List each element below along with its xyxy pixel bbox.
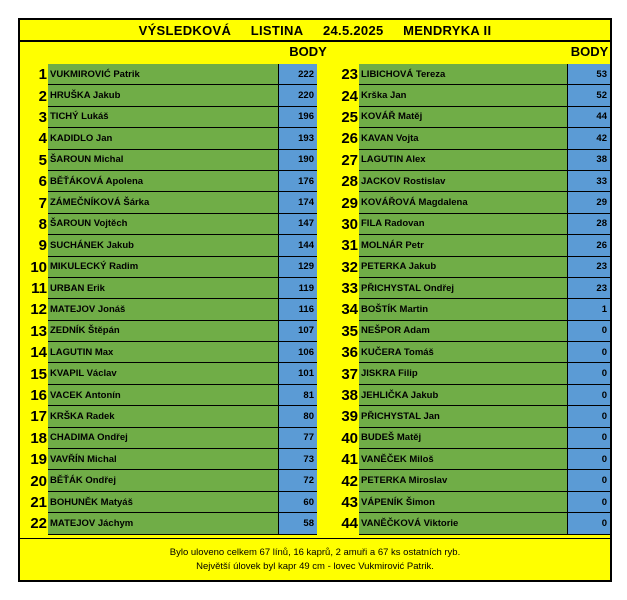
score-points: 116 <box>279 299 317 320</box>
result-row <box>335 513 610 534</box>
rank-number: 29 <box>335 192 359 213</box>
rank-number: 44 <box>335 513 359 534</box>
rank-number: 32 <box>335 257 359 278</box>
rank-number: 42 <box>335 470 359 491</box>
score-points: 23 <box>568 278 610 299</box>
rank-number: 38 <box>335 385 359 406</box>
result-row <box>24 342 317 363</box>
result-row <box>335 321 610 342</box>
rank-number: 10 <box>24 257 48 278</box>
competitor-name: NEŠPOR Adam <box>359 321 568 342</box>
competitor-name: BOHUNĚK Matyáš <box>48 492 279 513</box>
competitor-name: FILA Radovan <box>359 214 568 235</box>
result-row <box>335 492 610 513</box>
result-row <box>24 235 317 256</box>
competitor-name: MOLNÁR Petr <box>359 235 568 256</box>
competitor-name: BĚŤÁKOVÁ Apolena <box>48 171 279 192</box>
result-row <box>335 192 610 213</box>
competitor-name: VUKMIROVIĆ Patrik <box>48 64 279 85</box>
results-column-left <box>24 64 317 535</box>
competitor-name: LAGUTIN Max <box>48 342 279 363</box>
result-row <box>24 428 317 449</box>
result-row <box>24 150 317 171</box>
rank-number: 31 <box>335 235 359 256</box>
rank-number: 28 <box>335 171 359 192</box>
rank-number: 22 <box>24 513 48 534</box>
score-points: 174 <box>279 192 317 213</box>
competitor-name: PETERKA Miroslav <box>359 470 568 491</box>
rank-number: 39 <box>335 406 359 427</box>
rank-number: 4 <box>24 128 48 149</box>
competitor-name: VANĚČEK Miloš <box>359 449 568 470</box>
result-row <box>24 64 317 85</box>
score-points: 190 <box>279 150 317 171</box>
result-row <box>335 171 610 192</box>
result-row <box>24 321 317 342</box>
summary-line-2: Největší úlovek byl kapr 49 cm - lovec Vukmirović Patrik. <box>196 561 434 572</box>
score-points: 0 <box>568 385 610 406</box>
score-points: 106 <box>279 342 317 363</box>
result-row <box>335 363 610 384</box>
score-points: 72 <box>279 470 317 491</box>
score-points: 26 <box>568 235 610 256</box>
competitor-name: KAVAN Vojta <box>359 128 568 149</box>
competitor-name: VÁPENÍK Šimon <box>359 492 568 513</box>
competitor-name: JISKRA Filip <box>359 363 568 384</box>
rank-number: 20 <box>24 470 48 491</box>
score-points: 53 <box>568 64 610 85</box>
score-points: 0 <box>568 321 610 342</box>
result-row <box>335 64 610 85</box>
rank-number: 3 <box>24 107 48 128</box>
result-row <box>24 278 317 299</box>
competitor-name: BĚŤÁK Ondřej <box>48 470 279 491</box>
competitor-name: LAGUTIN Alex <box>359 150 568 171</box>
title-heading: VÝSLEDKOVÁ <box>138 22 232 38</box>
rank-number: 27 <box>335 150 359 171</box>
rank-number: 30 <box>335 214 359 235</box>
result-row <box>24 171 317 192</box>
competitor-name: BUDEŠ Matěj <box>359 428 568 449</box>
summary-footer <box>20 538 610 581</box>
rank-number: 13 <box>24 321 48 342</box>
score-points: 147 <box>279 214 317 235</box>
rank-number: 12 <box>24 299 48 320</box>
competitor-name: JACKOV Rostislav <box>359 171 568 192</box>
score-points: 29 <box>568 192 610 213</box>
result-row <box>335 342 610 363</box>
result-row <box>24 406 317 427</box>
competitor-name: PŘICHYSTAL Ondřej <box>359 278 568 299</box>
competitor-name: HRUŠKA Jakub <box>48 85 279 106</box>
competitor-name: PŘICHYSTAL Jan <box>359 406 568 427</box>
score-points: 193 <box>279 128 317 149</box>
title-event: MENDRYKA II <box>403 22 492 38</box>
score-points: 80 <box>279 406 317 427</box>
score-points: 176 <box>279 171 317 192</box>
score-points: 0 <box>568 449 610 470</box>
score-points: 196 <box>279 107 317 128</box>
result-row <box>24 299 317 320</box>
rank-number: 34 <box>335 299 359 320</box>
result-row <box>335 278 610 299</box>
score-points: 33 <box>568 171 610 192</box>
result-row <box>335 470 610 491</box>
competitor-name: SUCHÁNEK Jakub <box>48 235 279 256</box>
summary-line-1: Bylo uloveno celkem 67 línů, 16 kaprů, 2 amuři a 67 ks ostatních ryb. <box>169 547 461 558</box>
competitor-name: KVAPIL Václav <box>48 363 279 384</box>
competitor-name: VACEK Antonín <box>48 385 279 406</box>
score-points: 0 <box>568 363 610 384</box>
competitor-name: MIKULECKÝ Radim <box>48 257 279 278</box>
result-row <box>335 235 610 256</box>
competitor-name: VAVŘÍN Michal <box>48 449 279 470</box>
competitor-name: KOVÁŘ Matěj <box>359 107 568 128</box>
rank-number: 8 <box>24 214 48 235</box>
rank-number: 11 <box>24 278 48 299</box>
score-points: 0 <box>568 492 610 513</box>
competitor-name: ZEDNÍK Štěpán <box>48 321 279 342</box>
competitor-name: KADIDLO Jan <box>48 128 279 149</box>
score-points: 144 <box>279 235 317 256</box>
rank-number: 7 <box>24 192 48 213</box>
rank-number: 1 <box>24 64 48 85</box>
result-row <box>24 192 317 213</box>
results-column-right <box>335 64 610 535</box>
score-points: 0 <box>568 470 610 491</box>
competitor-name: TICHÝ Lukáš <box>48 107 279 128</box>
score-points: 38 <box>568 150 610 171</box>
score-points: 0 <box>568 342 610 363</box>
result-row <box>24 492 317 513</box>
rank-number: 35 <box>335 321 359 342</box>
rank-number: 21 <box>24 492 48 513</box>
competitor-name: KUČERA Tomáš <box>359 342 568 363</box>
rank-number: 9 <box>24 235 48 256</box>
score-points: 42 <box>568 128 610 149</box>
competitor-name: LIBICHOVÁ Tereza <box>359 64 568 85</box>
competitor-name: JEHLIČKA Jakub <box>359 385 568 406</box>
rank-number: 5 <box>24 150 48 171</box>
rank-number: 26 <box>335 128 359 149</box>
score-points: 129 <box>279 257 317 278</box>
score-points: 28 <box>568 214 610 235</box>
score-points: 107 <box>279 321 317 342</box>
result-row <box>335 257 610 278</box>
result-row <box>335 214 610 235</box>
rank-number: 41 <box>335 449 359 470</box>
score-points: 73 <box>279 449 317 470</box>
title-listina: LISTINA <box>250 22 304 38</box>
rank-number: 6 <box>24 171 48 192</box>
score-points: 77 <box>279 428 317 449</box>
competitor-name: ŠAROUN Vojtěch <box>48 214 279 235</box>
score-points: 44 <box>568 107 610 128</box>
rank-number: 16 <box>24 385 48 406</box>
result-row <box>335 428 610 449</box>
rank-number: 24 <box>335 85 359 106</box>
rank-number: 17 <box>24 406 48 427</box>
result-row <box>24 257 317 278</box>
title-date: 24.5.2025 <box>322 22 384 38</box>
result-row <box>24 470 317 491</box>
rank-number: 19 <box>24 449 48 470</box>
score-points: 220 <box>279 85 317 106</box>
competitor-name: MATEJOV Jonáš <box>48 299 279 320</box>
body-header-right: BODY <box>570 43 609 59</box>
rank-number: 15 <box>24 363 48 384</box>
result-row <box>24 128 317 149</box>
result-row <box>335 299 610 320</box>
score-points: 60 <box>279 492 317 513</box>
rank-number: 25 <box>335 107 359 128</box>
score-points: 0 <box>568 428 610 449</box>
sheet-title <box>20 20 610 42</box>
score-points: 0 <box>568 513 610 534</box>
competitor-name: URBAN Erik <box>48 278 279 299</box>
result-row <box>335 449 610 470</box>
result-row <box>24 85 317 106</box>
rank-number: 40 <box>335 428 359 449</box>
competitor-name: Krška Jan <box>359 85 568 106</box>
competitor-name: ZÁMEČNÍKOVÁ Šárka <box>48 192 279 213</box>
score-points: 1 <box>568 299 610 320</box>
result-row <box>24 513 317 534</box>
result-row <box>24 363 317 384</box>
competitor-name: KRŠKA Radek <box>48 406 279 427</box>
result-row <box>335 107 610 128</box>
score-points: 23 <box>568 257 610 278</box>
result-row <box>335 150 610 171</box>
score-points: 101 <box>279 363 317 384</box>
rank-number: 18 <box>24 428 48 449</box>
result-row <box>24 449 317 470</box>
score-points: 81 <box>279 385 317 406</box>
rank-number: 36 <box>335 342 359 363</box>
result-row <box>24 107 317 128</box>
competitor-name: PETERKA Jakub <box>359 257 568 278</box>
result-row <box>335 128 610 149</box>
body-header-left: BODY <box>289 43 327 59</box>
result-row <box>335 406 610 427</box>
rank-number: 43 <box>335 492 359 513</box>
competitor-name: VANĚČKOVÁ Viktorie <box>359 513 568 534</box>
score-points: 52 <box>568 85 610 106</box>
rank-number: 23 <box>335 64 359 85</box>
competitor-name: BOŠTÍK Martin <box>359 299 568 320</box>
results-sheet <box>18 18 612 582</box>
rank-number: 2 <box>24 85 48 106</box>
rank-number: 33 <box>335 278 359 299</box>
rank-number: 37 <box>335 363 359 384</box>
competitor-name: KOVÁŘOVÁ Magdalena <box>359 192 568 213</box>
rank-number: 14 <box>24 342 48 363</box>
result-row <box>24 385 317 406</box>
score-points: 222 <box>279 64 317 85</box>
competitor-name: ŠAROUN Michal <box>48 150 279 171</box>
competitor-name: MATEJOV Jáchym <box>48 513 279 534</box>
score-points: 0 <box>568 406 610 427</box>
result-row <box>24 214 317 235</box>
competitor-name: CHADIMA Ondřej <box>48 428 279 449</box>
result-row <box>335 85 610 106</box>
result-row <box>335 385 610 406</box>
score-points: 58 <box>279 513 317 534</box>
score-points: 119 <box>279 278 317 299</box>
